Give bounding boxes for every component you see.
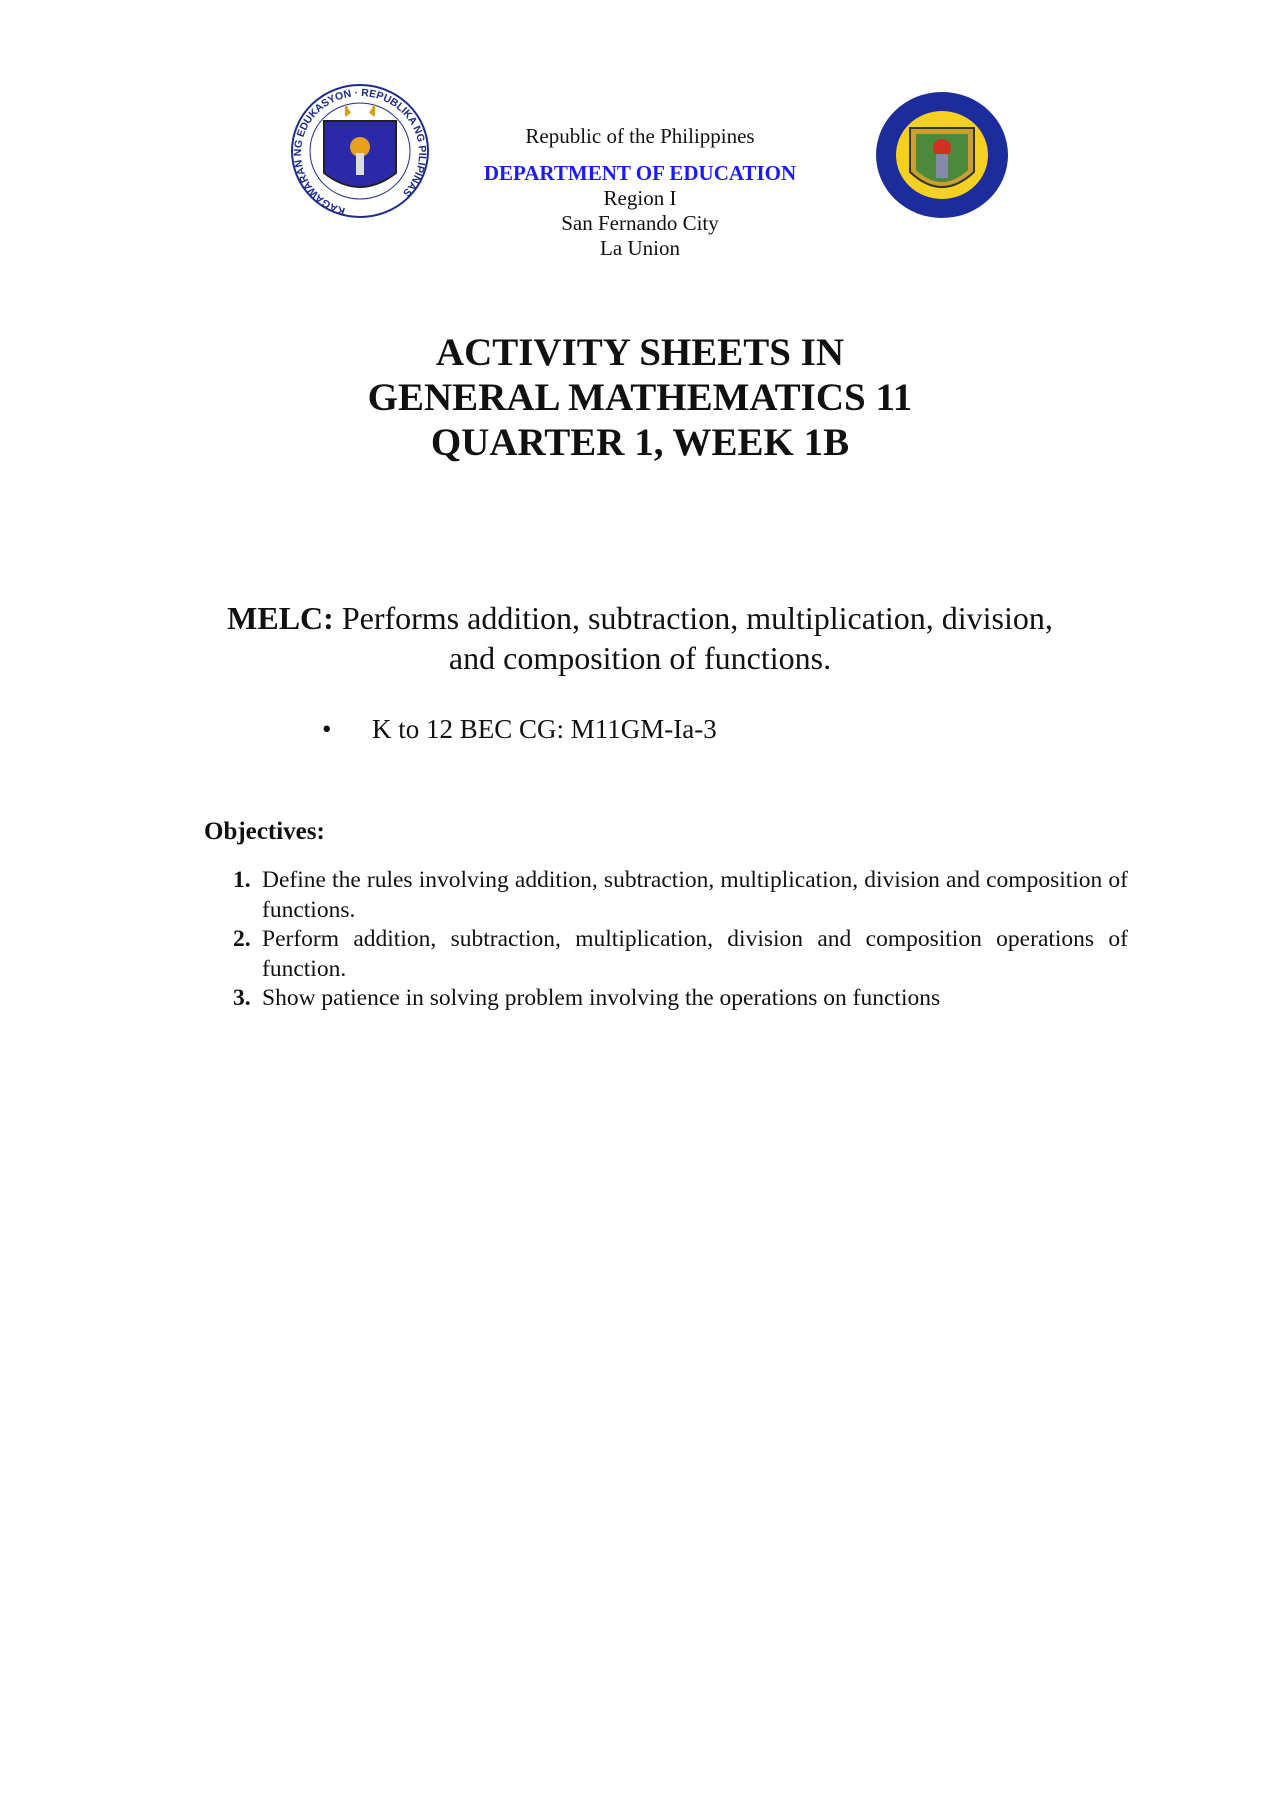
objectives-list <box>233 866 1128 1014</box>
curriculum-code-item <box>322 714 717 745</box>
objective-item <box>233 925 1128 984</box>
department-name: DEPARTMENT OF EDUCATION <box>483 161 797 185</box>
title-line-2: GENERAL MATHEMATICS 11 <box>367 376 913 419</box>
objective-item <box>233 984 1128 1014</box>
objective-text: Perform addition, subtraction, multiplication, division and composition operations of function. <box>262 926 1128 982</box>
melc-text-1: Performs addition, subtraction, multiplication, division, <box>333 600 1053 636</box>
melc-text-2: and composition of functions. <box>448 640 832 676</box>
bullet-icon: • <box>322 714 332 744</box>
objective-number: 3. <box>233 985 251 1011</box>
seal-lettering-text: KAGAWARAN NG EDUKASYON · REPUBLIKA NG PILIPINAS <box>292 86 429 217</box>
melc-label: MELC: <box>227 600 334 636</box>
title-line-3: QUARTER 1, WEEK 1B <box>430 421 850 464</box>
document-title <box>0 330 1280 465</box>
province-name: La Union <box>600 236 680 260</box>
city-name: San Fernando City <box>561 211 719 235</box>
region-name: Region I <box>603 186 677 210</box>
objective-text: Define the rules involving addition, subtraction, multiplication, division and composition of functions. <box>262 867 1128 923</box>
country-name: Republic of the Philippines <box>525 124 755 148</box>
objective-text: Show patience in solving problem involving the operations on functions <box>262 985 941 1011</box>
objective-number: 1. <box>233 867 251 893</box>
curriculum-code: K to 12 BEC CG: M11GM-Ia-3 <box>372 714 717 744</box>
title-line-1: ACTIVITY SHEETS IN <box>435 331 845 374</box>
objective-item <box>233 866 1128 925</box>
melc-section <box>0 598 1280 678</box>
objectives-heading: Objectives: <box>204 818 325 845</box>
objective-number: 2. <box>233 926 251 952</box>
